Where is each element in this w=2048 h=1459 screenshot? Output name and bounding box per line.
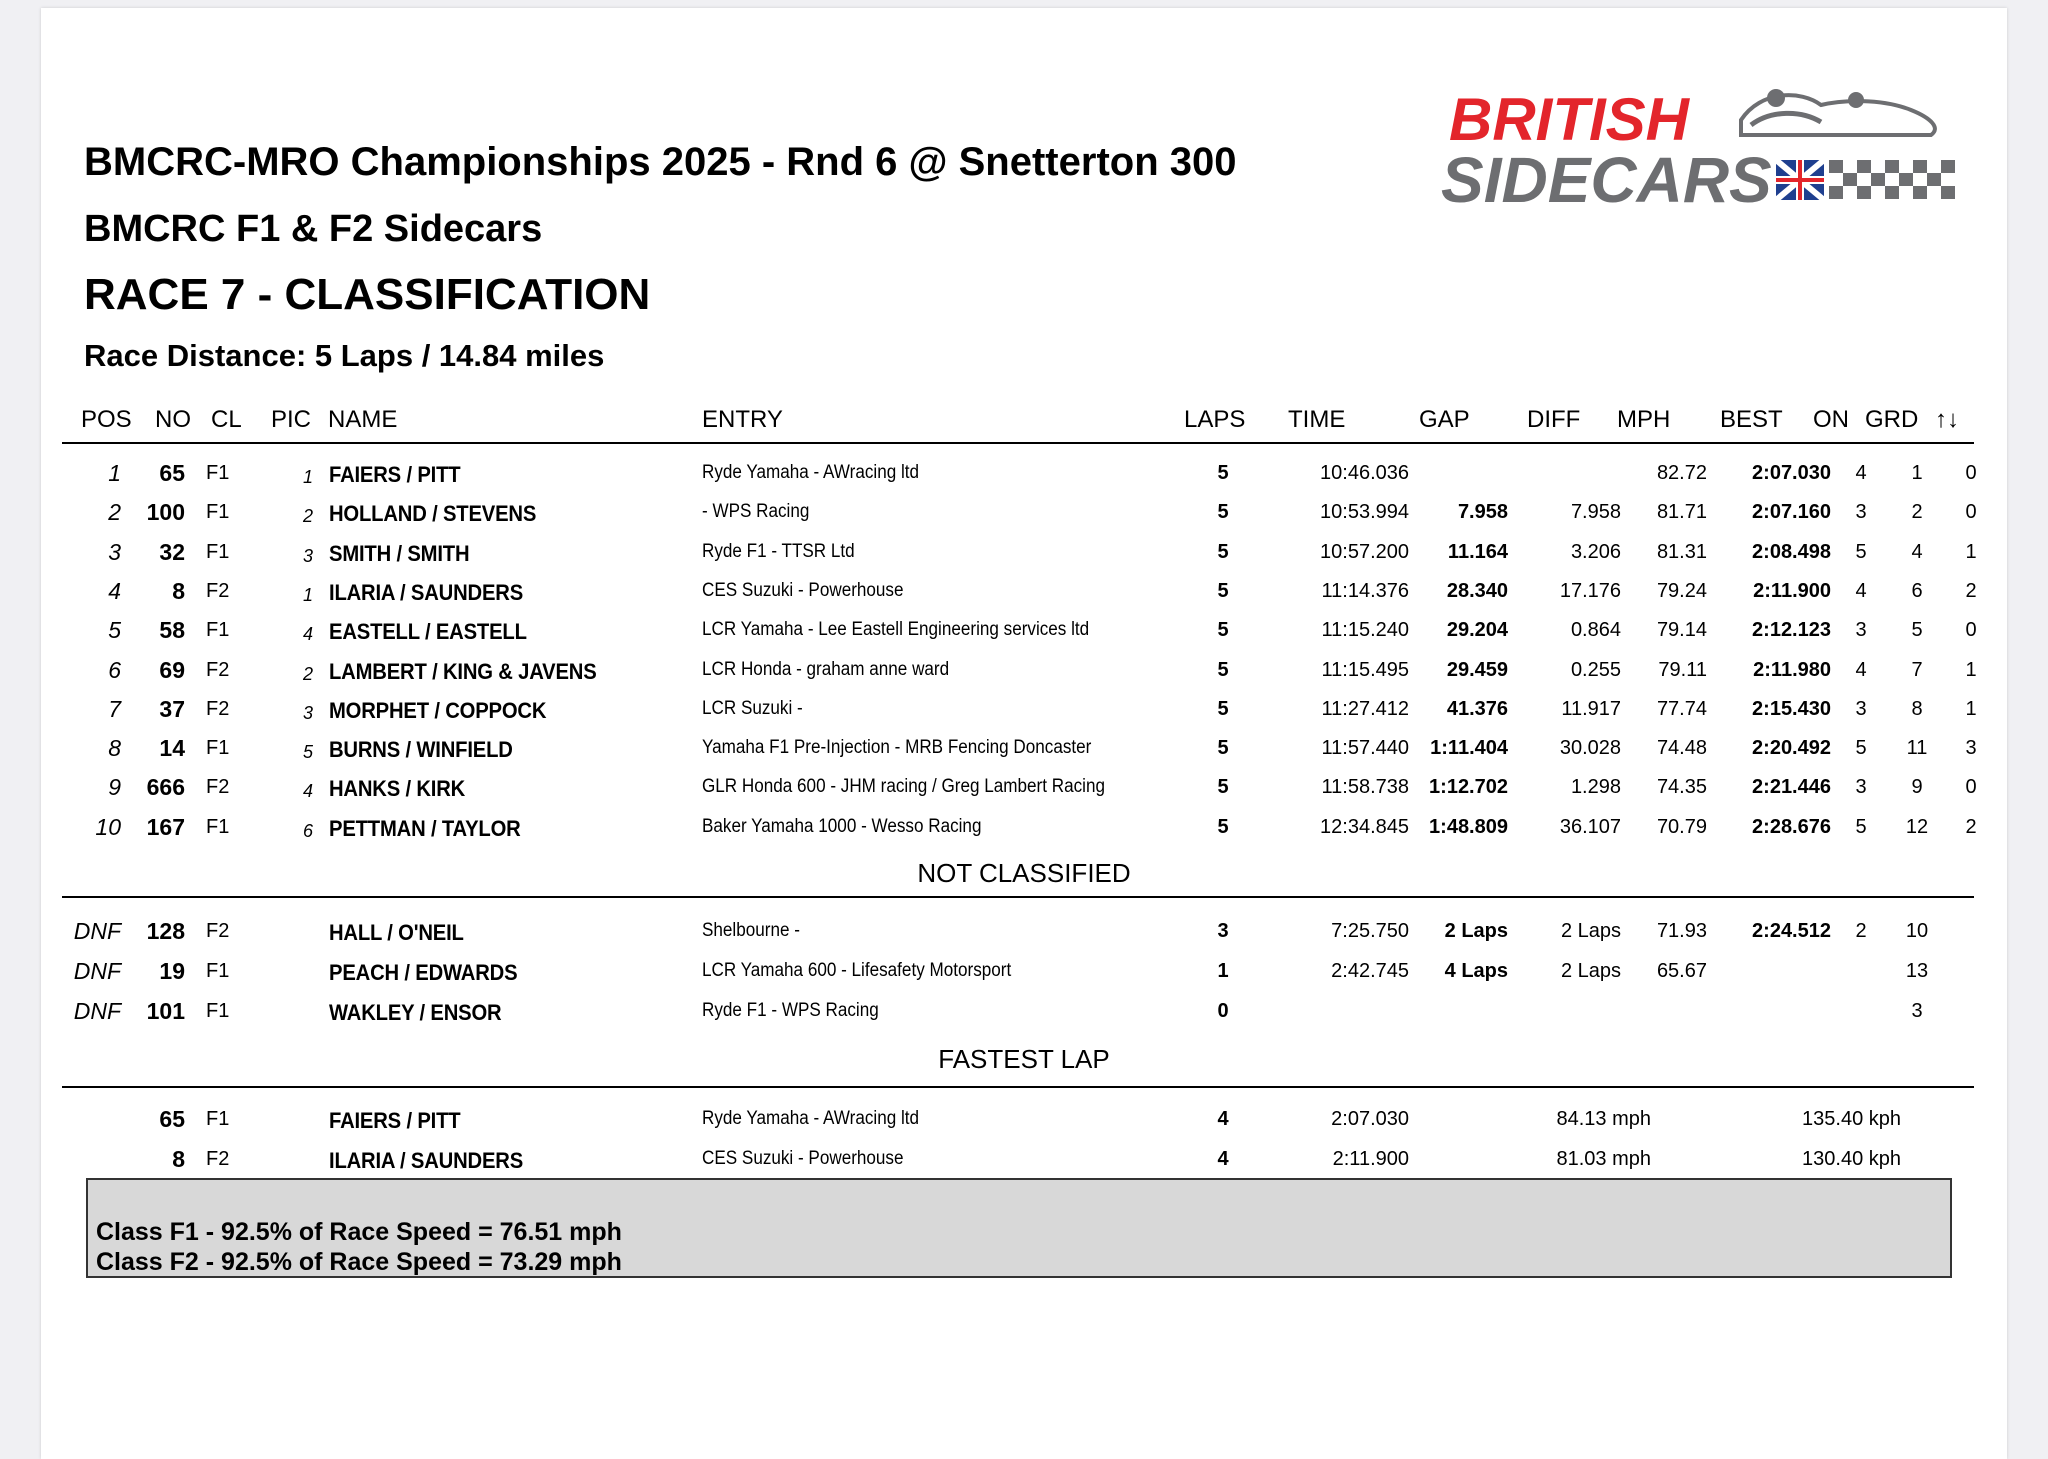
cell-time: 11:15.240 bbox=[1321, 619, 1409, 642]
cell-pos: 6 bbox=[108, 656, 121, 683]
cell-time: 10:57.200 bbox=[1320, 540, 1409, 563]
cell-laps: 5 bbox=[1217, 540, 1229, 563]
cell-name: LAMBERT / KING & JAVENS bbox=[329, 658, 597, 684]
cell-mph: 71.93 bbox=[1656, 920, 1707, 942]
cell-grd: 7 bbox=[1911, 658, 1923, 681]
cell-pic: 4 bbox=[302, 624, 313, 645]
result-row bbox=[41, 493, 2007, 531]
cell-time: 7:25.750 bbox=[1331, 920, 1409, 942]
cell-pos: 5 bbox=[108, 617, 121, 644]
cell-on: 3 bbox=[1855, 776, 1867, 799]
cell-on: 4 bbox=[1855, 658, 1867, 681]
cell-mph: 82.72 bbox=[1656, 462, 1707, 484]
cell-gap: 7.958 bbox=[1457, 501, 1508, 524]
cell-laps: 1 bbox=[1217, 960, 1229, 982]
header-mph: MPH bbox=[1617, 406, 1671, 433]
cell-no: 65 bbox=[159, 460, 185, 486]
chequered-flag-icon bbox=[1829, 160, 1955, 199]
cell-no: 19 bbox=[159, 958, 185, 984]
cell-updown: 1 bbox=[1965, 658, 1977, 681]
result-row bbox=[41, 651, 2007, 689]
cell-mph: 81.03 mph bbox=[1556, 1148, 1651, 1170]
cell-best: 2:07.030 bbox=[1752, 462, 1831, 484]
cell-grd: 5 bbox=[1911, 619, 1923, 642]
cell-cl: F2 bbox=[206, 776, 230, 799]
header-time: TIME bbox=[1288, 406, 1346, 433]
cell-grd: 10 bbox=[1905, 920, 1929, 942]
cell-updown: 0 bbox=[1965, 462, 1977, 484]
cell-no: 100 bbox=[146, 499, 185, 526]
cell-best: 2:11.900 bbox=[1753, 579, 1831, 602]
cell-laps: 3 bbox=[1217, 920, 1229, 942]
cell-no: 101 bbox=[146, 998, 185, 1024]
cell-laps: 5 bbox=[1217, 619, 1229, 642]
cell-no: 128 bbox=[146, 918, 185, 944]
cell-gap: 29.459 bbox=[1446, 658, 1508, 681]
cell-grd: 3 bbox=[1911, 1000, 1923, 1022]
cell-cl: F1 bbox=[206, 815, 230, 838]
cell-diff: 2 Laps bbox=[1560, 960, 1621, 982]
cell-pos: 4 bbox=[108, 577, 121, 604]
cell-time: 11:58.738 bbox=[1321, 776, 1409, 799]
cell-pos: DNF bbox=[73, 998, 121, 1024]
cell-on: 5 bbox=[1855, 737, 1867, 760]
cell-grd: 2 bbox=[1911, 501, 1923, 524]
fastest-lap-row bbox=[41, 1140, 2007, 1178]
result-row bbox=[41, 808, 2007, 846]
cell-no: 666 bbox=[146, 774, 185, 801]
cell-entry: LCR Honda - graham anne ward bbox=[702, 658, 950, 680]
cell-entry: Ryde F1 - TTSR Ltd bbox=[702, 540, 855, 562]
dnf-row bbox=[41, 952, 2007, 990]
cell-name: PETTMAN / TAYLOR bbox=[329, 815, 521, 841]
cell-lap: 4 bbox=[1217, 1108, 1229, 1130]
logo-word-sidecars: SIDECARS bbox=[1441, 144, 1772, 212]
result-row bbox=[41, 572, 2007, 610]
cell-cl: F1 bbox=[206, 1108, 230, 1130]
header-updown: ↑↓ bbox=[1935, 406, 1959, 433]
cell-mph: 74.35 bbox=[1656, 776, 1707, 799]
cell-entry: CES Suzuki - Powerhouse bbox=[702, 579, 904, 601]
cell-diff: 0.864 bbox=[1570, 619, 1621, 642]
cell-entry: LCR Yamaha - Lee Eastell Engineering services ltd bbox=[702, 619, 1090, 641]
cell-name: ILARIA / SAUNDERS bbox=[329, 1148, 524, 1173]
cell-name: FAIERS / PITT bbox=[329, 462, 461, 487]
cell-entry: CES Suzuki - Powerhouse bbox=[702, 1148, 904, 1169]
championship-title: BMCRC-MRO Championships 2025 - Rnd 6 @ Snetterton 300 bbox=[84, 140, 1237, 184]
cell-gap: 11.164 bbox=[1447, 540, 1508, 563]
cell-name: ILARIA / SAUNDERS bbox=[329, 579, 524, 605]
cell-on: 2 bbox=[1855, 920, 1867, 942]
cell-time: 11:57.440 bbox=[1321, 737, 1409, 760]
cell-cl: F2 bbox=[206, 920, 230, 942]
cell-name: BURNS / WINFIELD bbox=[329, 737, 513, 763]
cell-laps: 5 bbox=[1217, 815, 1229, 838]
cell-name: HANKS / KIRK bbox=[329, 776, 466, 802]
cell-mph: 81.71 bbox=[1656, 501, 1707, 524]
cell-gap: 1:11.404 bbox=[1430, 737, 1508, 760]
race-speed-box bbox=[86, 1178, 1952, 1278]
cell-name: FAIERS / PITT bbox=[329, 1108, 461, 1133]
cell-updown: 1 bbox=[1965, 697, 1977, 720]
cell-no: 37 bbox=[159, 695, 185, 722]
british-sidecars-logo bbox=[1441, 80, 1966, 212]
cell-updown: 1 bbox=[1965, 540, 1977, 563]
cell-no: 65 bbox=[159, 1106, 185, 1132]
cell-laps: 5 bbox=[1217, 737, 1229, 760]
cell-pos: 1 bbox=[108, 460, 121, 486]
cell-diff: 17.176 bbox=[1559, 579, 1621, 602]
cell-pos: 7 bbox=[108, 695, 121, 722]
cell-kph: 130.40 kph bbox=[1802, 1148, 1901, 1170]
cell-pic: 2 bbox=[302, 506, 313, 527]
cell-pic: 1 bbox=[302, 584, 313, 605]
cell-kph: 135.40 kph bbox=[1802, 1108, 1901, 1130]
cell-entry: Ryde Yamaha - AWracing ltd bbox=[702, 462, 920, 483]
cell-time: 11:15.495 bbox=[1321, 658, 1409, 681]
dnf-row bbox=[41, 912, 2007, 950]
class-title: BMCRC F1 & F2 Sidecars bbox=[84, 208, 543, 250]
cell-pic: 3 bbox=[302, 545, 313, 566]
cell-mph: 74.48 bbox=[1656, 737, 1707, 760]
cell-grd: 4 bbox=[1911, 540, 1923, 563]
race-distance: Race Distance: 5 Laps / 14.84 miles bbox=[84, 338, 605, 373]
cell-no: 14 bbox=[159, 735, 185, 762]
cell-diff: 36.107 bbox=[1559, 815, 1621, 838]
cell-best: 2:11.980 bbox=[1753, 658, 1831, 681]
cell-updown: 0 bbox=[1965, 619, 1977, 642]
cell-pic: 6 bbox=[302, 820, 313, 841]
sidecar-outline-icon bbox=[1741, 89, 1935, 135]
cell-time: 11:27.412 bbox=[1321, 697, 1409, 720]
header-pos: POS bbox=[81, 406, 132, 433]
race-speed-f1: Class F1 - 92.5% of Race Speed = 76.51 mph bbox=[96, 1218, 622, 1246]
cell-no: 69 bbox=[159, 656, 185, 683]
cell-pic: 3 bbox=[302, 702, 313, 723]
cell-gap: 28.340 bbox=[1446, 579, 1508, 602]
cell-entry: Ryde F1 - WPS Racing bbox=[702, 1000, 879, 1021]
cell-laps: 5 bbox=[1217, 658, 1229, 681]
cell-updown: 3 bbox=[1965, 737, 1977, 760]
cell-entry: LCR Yamaha 600 - Lifesafety Motorsport bbox=[702, 960, 1012, 981]
cell-name: EASTELL / EASTELL bbox=[329, 619, 527, 645]
cell-name: WAKLEY / ENSOR bbox=[329, 1000, 502, 1025]
cell-grd: 8 bbox=[1911, 697, 1923, 720]
cell-gap: 41.376 bbox=[1446, 697, 1508, 720]
cell-pos: 10 bbox=[95, 813, 121, 840]
cell-grd: 13 bbox=[1905, 960, 1929, 982]
cell-cl: F1 bbox=[206, 619, 230, 642]
cell-updown: 2 bbox=[1965, 579, 1977, 602]
header-name: NAME bbox=[328, 406, 398, 433]
cell-time: 10:53.994 bbox=[1320, 501, 1409, 524]
cell-laps: 5 bbox=[1217, 776, 1229, 799]
header-on: ON bbox=[1813, 406, 1849, 433]
cell-no: 8 bbox=[172, 1146, 185, 1172]
cell-mph: 81.31 bbox=[1656, 540, 1707, 563]
cell-gap: 1:12.702 bbox=[1429, 776, 1508, 799]
cell-lap: 4 bbox=[1217, 1148, 1229, 1170]
cell-laps: 5 bbox=[1217, 501, 1229, 524]
cell-no: 167 bbox=[146, 813, 185, 840]
header-no: NO bbox=[155, 406, 191, 433]
cell-cl: F2 bbox=[206, 1148, 230, 1170]
header-laps: LAPS bbox=[1184, 406, 1246, 433]
cell-pos: 3 bbox=[108, 538, 121, 565]
cell-cl: F2 bbox=[206, 658, 230, 681]
cell-cl: F1 bbox=[206, 960, 230, 982]
cell-no: 8 bbox=[172, 577, 185, 604]
cell-cl: F1 bbox=[206, 540, 230, 563]
cell-entry: Baker Yamaha 1000 - Wesso Racing bbox=[702, 815, 982, 837]
cell-mph: 65.67 bbox=[1656, 960, 1707, 982]
fastest-lap-row bbox=[41, 1100, 2007, 1138]
cell-time: 12:34.845 bbox=[1320, 815, 1409, 838]
fastest-lap-rule bbox=[62, 1086, 1974, 1088]
cell-laps: 5 bbox=[1217, 579, 1229, 602]
header-pic: PIC bbox=[271, 406, 312, 433]
cell-mph: 77.74 bbox=[1656, 697, 1707, 720]
header-grd: GRD bbox=[1865, 406, 1919, 433]
cell-on: 4 bbox=[1855, 579, 1867, 602]
cell-mph: 79.11 bbox=[1658, 658, 1707, 681]
cell-no: 32 bbox=[159, 538, 185, 565]
result-row bbox=[41, 611, 2007, 649]
cell-diff: 30.028 bbox=[1559, 737, 1621, 760]
cell-mph: 70.79 bbox=[1656, 815, 1707, 838]
cell-best: 2:24.512 bbox=[1752, 920, 1831, 942]
result-row bbox=[41, 454, 2007, 492]
cell-cl: F2 bbox=[206, 697, 230, 720]
header-diff: DIFF bbox=[1527, 406, 1581, 433]
cell-time: 2:07.030 bbox=[1331, 1108, 1409, 1130]
header-cl: CL bbox=[211, 406, 242, 433]
cell-on: 5 bbox=[1855, 540, 1867, 563]
header-rule bbox=[62, 442, 1974, 444]
cell-name: HOLLAND / STEVENS bbox=[329, 501, 537, 527]
cell-entry: Shelbourne - bbox=[702, 920, 800, 941]
cell-name: PEACH / EDWARDS bbox=[329, 960, 518, 985]
cell-pos: DNF bbox=[73, 958, 121, 984]
cell-diff: 11.917 bbox=[1561, 697, 1621, 720]
dnf-row bbox=[41, 992, 2007, 1030]
cell-cl: F2 bbox=[206, 579, 230, 602]
cell-best: 2:28.676 bbox=[1752, 815, 1831, 838]
cell-mph: 79.14 bbox=[1656, 619, 1707, 642]
cell-diff: 7.958 bbox=[1570, 501, 1621, 524]
cell-grd: 12 bbox=[1905, 815, 1929, 838]
result-row bbox=[41, 729, 2007, 767]
cell-best: 2:20.492 bbox=[1752, 737, 1831, 760]
cell-entry: GLR Honda 600 - JHM racing / Greg Lambert Racing bbox=[702, 776, 1105, 798]
cell-updown: 2 bbox=[1965, 815, 1977, 838]
cell-pic: 2 bbox=[302, 663, 313, 684]
header-gap: GAP bbox=[1419, 406, 1470, 433]
cell-pos: DNF bbox=[73, 918, 121, 944]
race-speed-f2: Class F2 - 92.5% of Race Speed = 73.29 mph bbox=[96, 1248, 622, 1276]
cell-laps: 5 bbox=[1217, 697, 1229, 720]
cell-no: 58 bbox=[159, 617, 185, 644]
cell-time: 10:46.036 bbox=[1320, 462, 1409, 484]
cell-cl: F1 bbox=[206, 462, 230, 484]
cell-mph: 84.13 mph bbox=[1556, 1108, 1651, 1130]
cell-on: 4 bbox=[1855, 462, 1867, 484]
cell-grd: 11 bbox=[1906, 737, 1928, 760]
fastest-lap-heading: FASTEST LAP bbox=[938, 1044, 1110, 1074]
result-row bbox=[41, 533, 2007, 571]
cell-mph: 79.24 bbox=[1656, 579, 1707, 602]
cell-pic: 4 bbox=[302, 781, 313, 802]
cell-time: 11:14.376 bbox=[1321, 579, 1409, 602]
result-row bbox=[41, 690, 2007, 728]
union-flag-icon bbox=[1776, 160, 1824, 200]
cell-best: 2:21.446 bbox=[1752, 776, 1831, 799]
cell-updown: 0 bbox=[1965, 776, 1977, 799]
cell-pos: 9 bbox=[108, 774, 121, 801]
cell-diff: 3.206 bbox=[1570, 540, 1621, 563]
cell-pic: 1 bbox=[302, 467, 313, 487]
cell-best: 2:08.498 bbox=[1752, 540, 1831, 563]
logo-word-british: BRITISH bbox=[1449, 86, 1689, 153]
cell-grd: 6 bbox=[1911, 579, 1923, 602]
race-title: RACE 7 - CLASSIFICATION bbox=[84, 270, 651, 319]
cell-on: 3 bbox=[1855, 501, 1867, 524]
not-classified-rule bbox=[62, 896, 1974, 898]
cell-time: 2:11.900 bbox=[1332, 1148, 1409, 1170]
cell-best: 2:07.160 bbox=[1752, 501, 1831, 524]
cell-name: SMITH / SMITH bbox=[329, 540, 470, 566]
cell-entry: - WPS Racing bbox=[702, 501, 810, 523]
cell-entry: Ryde Yamaha - AWracing ltd bbox=[702, 1108, 920, 1129]
cell-gap: 2 Laps bbox=[1444, 920, 1508, 942]
cell-pos: 2 bbox=[108, 499, 121, 526]
cell-laps: 0 bbox=[1217, 1000, 1229, 1022]
cell-name: HALL / O'NEIL bbox=[329, 920, 464, 945]
cell-cl: F1 bbox=[206, 501, 230, 524]
not-classified-heading: NOT CLASSIFIED bbox=[917, 858, 1131, 888]
cell-grd: 9 bbox=[1911, 776, 1923, 799]
cell-name: MORPHET / COPPOCK bbox=[329, 697, 547, 723]
cell-grd: 1 bbox=[1911, 462, 1923, 484]
cell-cl: F1 bbox=[206, 737, 230, 760]
cell-diff: 2 Laps bbox=[1560, 920, 1621, 942]
cell-entry: LCR Suzuki - bbox=[702, 697, 803, 719]
cell-pic: 5 bbox=[302, 742, 313, 763]
cell-updown: 0 bbox=[1965, 501, 1977, 524]
cell-on: 3 bbox=[1855, 619, 1867, 642]
result-row bbox=[41, 768, 2007, 806]
cell-diff: 1.298 bbox=[1570, 776, 1621, 799]
cell-pos: 8 bbox=[108, 735, 121, 762]
cell-on: 5 bbox=[1855, 815, 1867, 838]
cell-time: 2:42.745 bbox=[1331, 960, 1409, 982]
cell-gap: 1:48.809 bbox=[1429, 815, 1508, 838]
header-entry: ENTRY bbox=[702, 406, 783, 433]
cell-entry: Yamaha F1 Pre-Injection - MRB Fencing Doncaster bbox=[702, 737, 1092, 759]
header-best: BEST bbox=[1720, 406, 1783, 433]
cell-best: 2:15.430 bbox=[1752, 697, 1831, 720]
results-sheet bbox=[41, 8, 2007, 1459]
cell-gap: 29.204 bbox=[1446, 619, 1508, 642]
cell-diff: 0.255 bbox=[1570, 658, 1621, 681]
cell-cl: F1 bbox=[206, 1000, 230, 1022]
cell-laps: 5 bbox=[1217, 462, 1229, 484]
cell-on: 3 bbox=[1855, 697, 1867, 720]
cell-gap: 4 Laps bbox=[1444, 960, 1508, 982]
cell-best: 2:12.123 bbox=[1752, 619, 1831, 642]
